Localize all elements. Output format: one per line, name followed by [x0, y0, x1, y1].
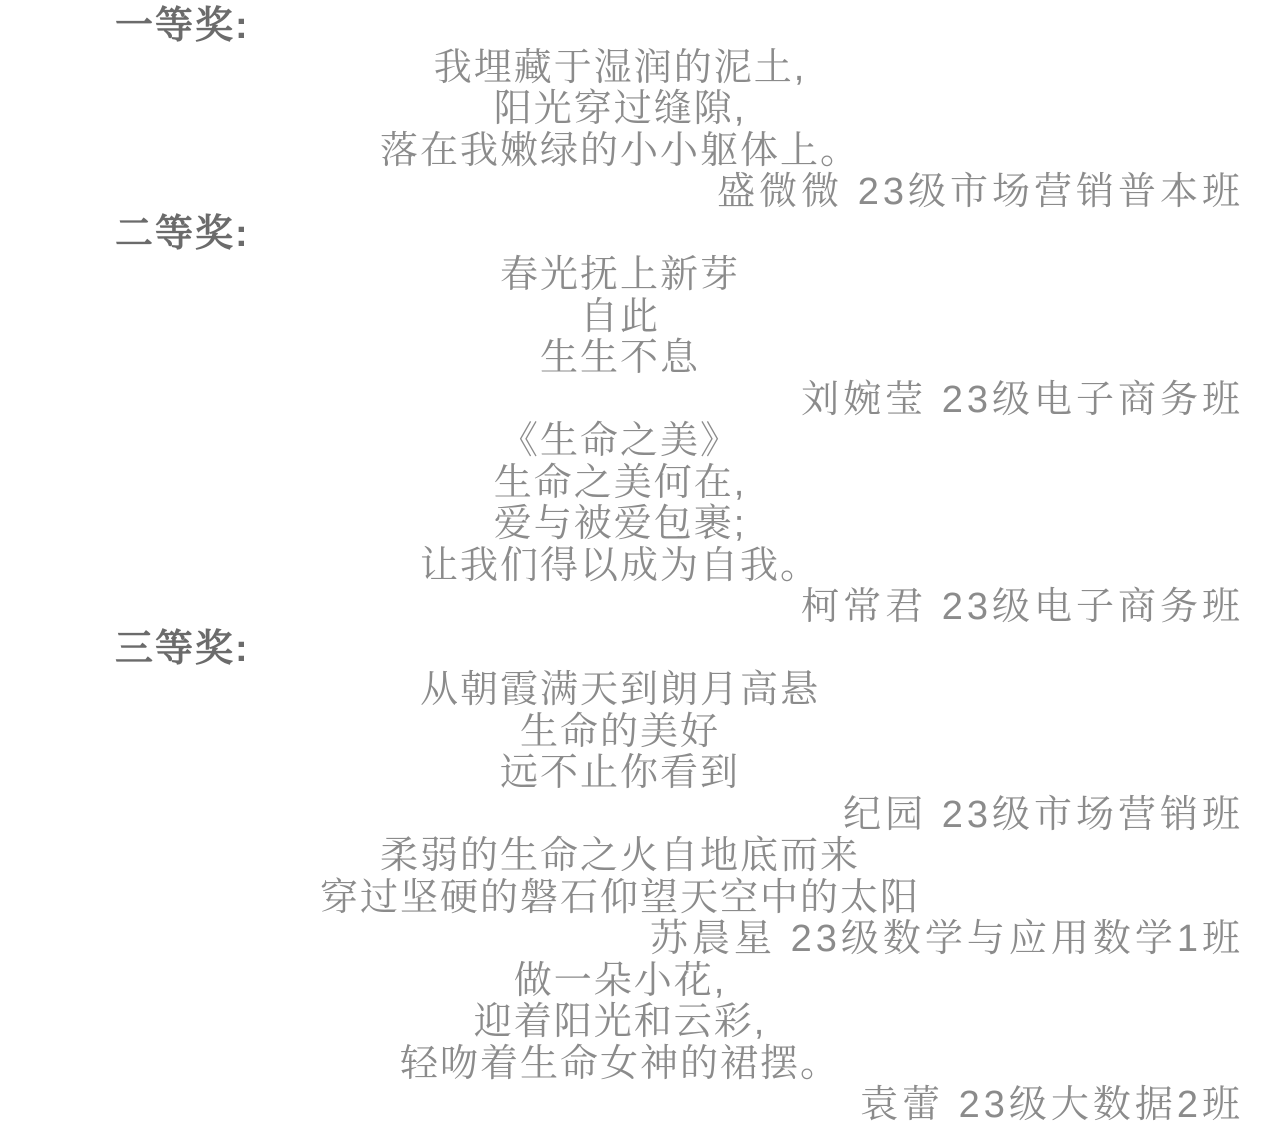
award-tier-heading: 三等奖:	[115, 627, 250, 670]
poem-line: 迎着阳光和云彩,	[473, 1001, 767, 1043]
poem-line: 穿过坚硬的磐石仰望天空中的太阳	[319, 876, 920, 919]
poem-line: 春光抚上新芽	[499, 254, 740, 296]
author-line: 纪园 23级市场营销班	[843, 793, 1244, 836]
author-line: 盛微微 23级市场营销普本班	[717, 171, 1244, 213]
author-line: 苏晨星 23级数学与应用数学1班	[650, 918, 1244, 960]
award-section	[0, 6, 1264, 214]
award-tier-heading: 二等奖:	[115, 212, 250, 255]
poem-line: 生生不息	[539, 337, 700, 379]
poem-line: 从朝霞满天到朗月高悬	[419, 669, 820, 711]
award-section	[0, 214, 1264, 629]
award-tier-heading: 一等奖:	[115, 5, 250, 47]
award-section	[0, 629, 1264, 1127]
poem-line: 自此	[579, 295, 660, 338]
author-line: 袁蕾 23级大数据2班	[860, 1084, 1244, 1126]
poem-line: 落在我嫩绿的小小躯体上。	[379, 129, 860, 172]
poem-line: 远不止你看到	[499, 752, 740, 794]
poem-line: 我埋藏于湿润的泥土,	[433, 46, 807, 89]
poem-line: 生命之美何在,	[493, 461, 747, 504]
poem-line: 轻吻着生命女神的裙摆。	[399, 1042, 840, 1085]
poem-line: 做一朵小花,	[513, 959, 727, 1002]
poem-line: 阳光穿过缝隙,	[493, 88, 747, 130]
poem-line: 《生命之美》	[499, 420, 740, 462]
poem-line: 生命的美好	[519, 710, 720, 753]
author-line: 刘婉莹 23级电子商务班	[801, 378, 1244, 421]
poem-line: 让我们得以成为自我。	[419, 544, 820, 587]
poem-line: 爱与被爱包裹;	[493, 503, 747, 545]
poem-line: 柔弱的生命之火自地底而来	[379, 835, 860, 877]
author-line: 柯常君 23级电子商务班	[801, 586, 1244, 628]
